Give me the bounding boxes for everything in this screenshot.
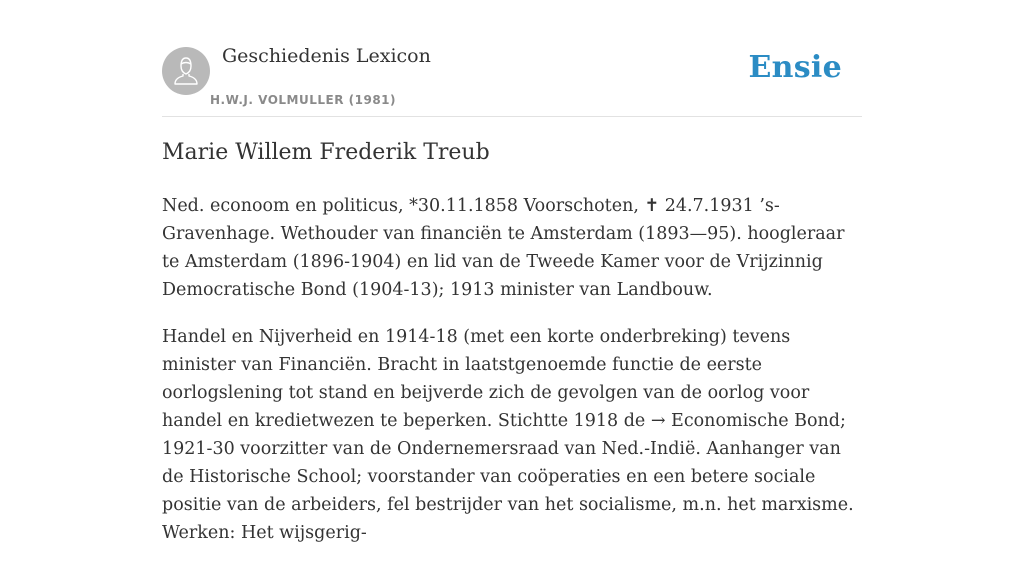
content-container (162, 0, 862, 543)
user-icon (162, 47, 210, 95)
source-title[interactable]: Geschiedenis Lexicon (222, 45, 431, 67)
article-paragraph: Ned. econoom en politicus, *30.11.1858 Voorschoten, ✝ 24.7.1931 ’s-Gravenhage. Wethouder van financiën te Amsterdam (1893—95). hoogleraar te Amsterdam (1896-1904) en lid van de Tweede Kamer voor de Vrijzinnig Democratische Bond (1904-13); 1913 minister van Landbouw. (162, 196, 845, 300)
article-title: Marie Willem Frederik Treub (162, 140, 490, 165)
avatar[interactable] (162, 47, 210, 95)
source-header (162, 0, 862, 117)
article-body (162, 192, 862, 566)
article-paragraph: Handel en Nijverheid en 1914-18 (met een korte onderbreking) tevens minister van Financiën. Bracht in laatstgenoemde functie de eerste oorlogslening tot stand en beijverde zich de gevolgen van de oorlog voor handel en kredietwezen te beperken. Stichtte 1918 de → Economische Bond; 1921-30 voorzitter van de Ondernemersraad van Ned.-Indië. Aanhanger van de Historische School; voorstander van coöperaties en een betere sociale positie van de arbeiders, fel bestrijder van het socialisme, m.n. het marxisme. Werken: Het wijsgerig- (162, 327, 854, 543)
author-credit[interactable]: H.W.J. VOLMULLER (1981) (210, 93, 397, 107)
brand-logo[interactable]: Ensie (748, 50, 842, 85)
